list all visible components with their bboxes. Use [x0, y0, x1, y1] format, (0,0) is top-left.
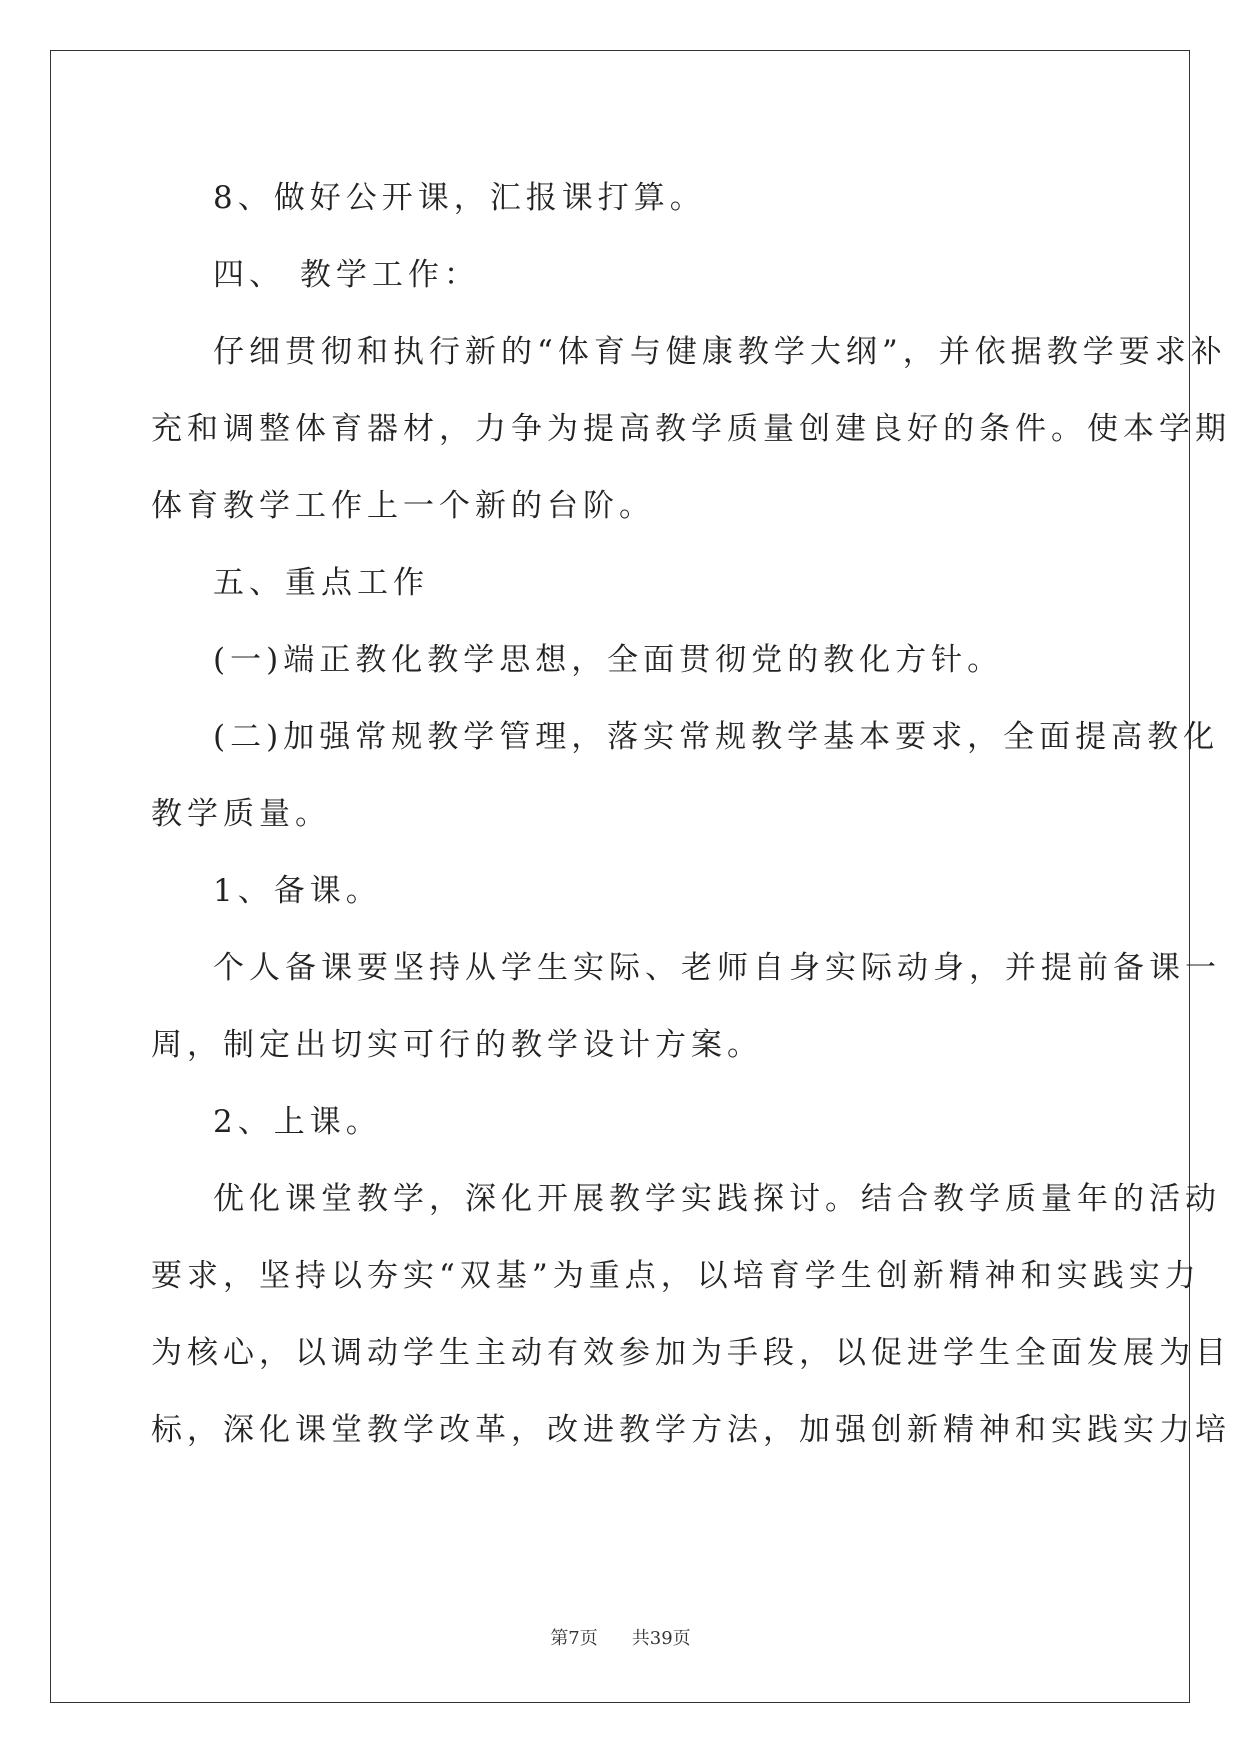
paragraph-line: 五、重点工作 — [213, 565, 429, 601]
document-body — [151, 160, 1231, 1469]
paragraph-line: 四、 教学工作： — [213, 257, 480, 293]
paragraph-line: 教学质量。 — [151, 796, 331, 832]
page-number: 第7页 — [550, 1628, 598, 1649]
paragraph-line: 个人备课要坚持从学生实际、老师自身实际动身，并提前备课一 — [213, 950, 1221, 986]
paragraph-line: 仔细贯彻和执行新的“体育与健康教学大纲”，并依据教学要求补 — [213, 334, 1227, 370]
paragraph-line: 体育教学工作上一个新的台阶。 — [151, 488, 655, 524]
paragraph-line: 周，制定出切实可行的教学设计方案。 — [151, 1027, 763, 1063]
paragraph-line: 2、上课。 — [213, 1104, 382, 1140]
page-footer — [0, 1624, 1241, 1650]
paragraph-line: 充和调整体育器材，力争为提高教学质量创建良好的条件。使本学期 — [151, 411, 1231, 447]
paragraph-line: 要求，坚持以夯实“双基”为重点，以培育学生创新精神和实践实力 — [151, 1258, 1201, 1294]
paragraph-line: 为核心，以调动学生主动有效参加为手段，以促进学生全面发展为目 — [151, 1335, 1231, 1371]
paragraph-line: (二)加强常规教学管理，落实常规教学基本要求，全面提高教化 — [213, 719, 1220, 755]
paragraph-line: 1、备课。 — [213, 873, 382, 909]
page-total: 共39页 — [631, 1628, 691, 1649]
paragraph-line: (一)端正教化教学思想，全面贯彻党的教化方针。 — [213, 642, 1004, 678]
paragraph-line: 8、做好公开课，汇报课打算。 — [213, 180, 706, 216]
paragraph-line: 标，深化课堂教学改革，改进教学方法，加强创新精神和实践实力培 — [151, 1412, 1231, 1448]
paragraph-line: 优化课堂教学，深化开展教学实践探讨。结合教学质量年的活动 — [213, 1181, 1221, 1217]
